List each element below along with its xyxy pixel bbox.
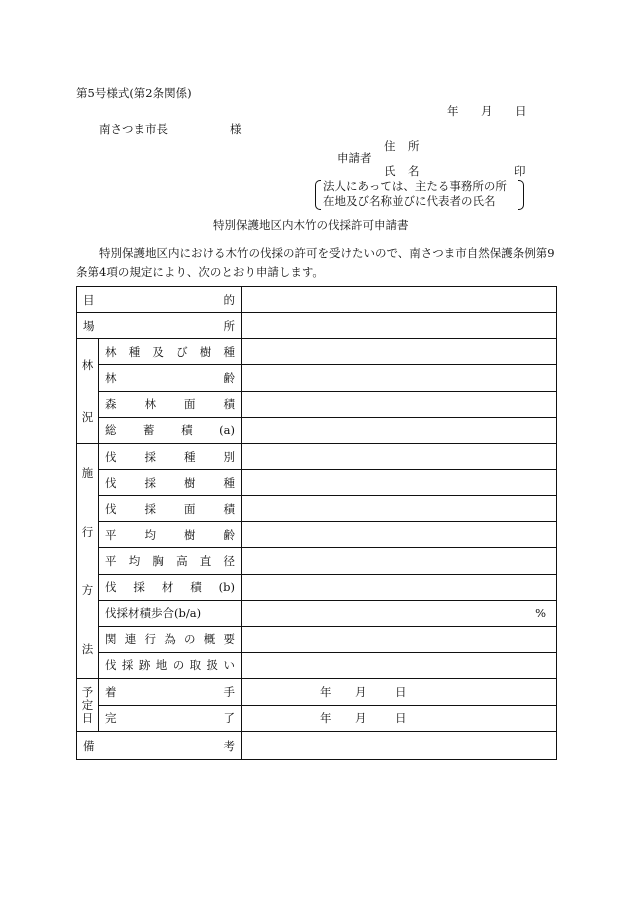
schedule-row — [77, 679, 557, 706]
schedule-row — [77, 705, 557, 732]
operation-row — [77, 600, 557, 626]
purpose-field[interactable] — [242, 287, 557, 313]
percent-unit: % — [535, 606, 546, 621]
average-age-field[interactable] — [242, 522, 557, 548]
seal-mark: 印 — [514, 164, 526, 178]
schedule-group-label: 予 定 日 — [81, 684, 94, 725]
operation-row — [77, 652, 557, 678]
forest-age-field[interactable] — [242, 365, 557, 391]
felling-volume-label: 伐 採 材 積 (b) — [105, 580, 235, 595]
felling-area-label: 伐 採 面 積 — [105, 501, 235, 516]
completion-label: 完 了 — [105, 711, 235, 726]
felling-species-field[interactable] — [242, 470, 557, 496]
addressee-honorific: 様 — [230, 122, 242, 136]
forest-row — [77, 365, 557, 391]
site-treatment-label: 伐 採 跡 地 の 取 扱 い — [105, 658, 235, 673]
operation-row — [77, 496, 557, 522]
forest-row — [77, 417, 557, 443]
total-stock-label: 総 蓄 積 (a) — [105, 423, 235, 438]
location-row — [77, 313, 557, 339]
completion-date-field[interactable]: 年 月 日 — [242, 705, 557, 732]
felling-ratio-label: 伐採材積歩合(b/a) — [105, 606, 202, 621]
forest-age-label: 林 齢 — [105, 370, 235, 385]
body-text: 特別保護地区内における木竹の伐採の許可を受けたいので、南さつま市自然保護条例第9条第4項の規定により、次のとおり申請します。 — [76, 246, 555, 279]
forest-type-field[interactable] — [242, 339, 557, 365]
operation-row — [77, 548, 557, 574]
operation-group-label: 施 行 方 法 — [81, 466, 94, 656]
forest-group-label: 林 況 — [81, 358, 94, 424]
felling-type-label: 伐 採 種 別 — [105, 449, 235, 464]
start-label: 着 手 — [105, 684, 235, 699]
applicant-role-label: 申請者 — [337, 151, 372, 165]
forest-area-label: 森 林 面 積 — [105, 397, 235, 412]
corporate-note-bracket — [315, 180, 524, 210]
form-number: 第5号様式(第2条関係) — [76, 86, 192, 100]
average-dbh-label: 平 均 胸 高 直 径 — [105, 553, 235, 568]
total-stock-field[interactable] — [242, 417, 557, 443]
felling-species-label: 伐 採 樹 種 — [105, 475, 235, 490]
address-label-2: 所 — [408, 139, 420, 153]
date-day-label: 日 — [515, 104, 527, 118]
corporate-note-line-2: 在地及び名称並びに代表者の氏名 — [323, 194, 496, 208]
average-age-label: 平 均 樹 齢 — [105, 527, 235, 542]
location-label: 場 所 — [83, 318, 235, 333]
operation-row — [77, 470, 557, 496]
remarks-label: 備 考 — [83, 738, 235, 753]
felling-type-field[interactable] — [242, 444, 557, 470]
document-title: 特別保護地区内木竹の伐採許可申請書 — [213, 218, 409, 232]
forest-row — [77, 339, 557, 365]
start-date-field[interactable]: 年 月 日 — [242, 679, 557, 706]
operation-row — [77, 626, 557, 652]
forest-type-label: 林 種 及 び 樹 種 — [105, 344, 235, 359]
address-label-1: 住 — [384, 139, 396, 153]
name-label-2: 名 — [408, 164, 420, 178]
operation-row — [77, 444, 557, 470]
related-acts-field[interactable] — [242, 626, 557, 652]
forest-row — [77, 391, 557, 417]
remarks-field[interactable] — [242, 732, 557, 760]
date-month-label: 月 — [481, 104, 493, 118]
felling-area-field[interactable] — [242, 496, 557, 522]
right-bracket — [518, 180, 524, 210]
felling-volume-field[interactable] — [242, 574, 557, 600]
operation-row — [77, 574, 557, 600]
application-table — [76, 286, 557, 760]
forest-area-field[interactable] — [242, 391, 557, 417]
related-acts-label: 関 連 行 為 の 概 要 — [105, 632, 235, 647]
average-dbh-field[interactable] — [242, 548, 557, 574]
left-bracket — [315, 180, 321, 210]
name-label-1: 氏 — [384, 164, 396, 178]
site-treatment-field[interactable] — [242, 652, 557, 678]
purpose-label: 目 的 — [83, 292, 235, 307]
date-year-label: 年 — [447, 104, 459, 118]
operation-row — [77, 522, 557, 548]
location-field[interactable] — [242, 313, 557, 339]
remarks-row — [77, 732, 557, 760]
addressee-name: 南さつま市長 — [99, 122, 168, 136]
felling-ratio-field[interactable] — [242, 600, 557, 626]
purpose-row — [77, 287, 557, 313]
corporate-note-line-1: 法人にあっては、主たる事務所の所 — [323, 179, 507, 193]
